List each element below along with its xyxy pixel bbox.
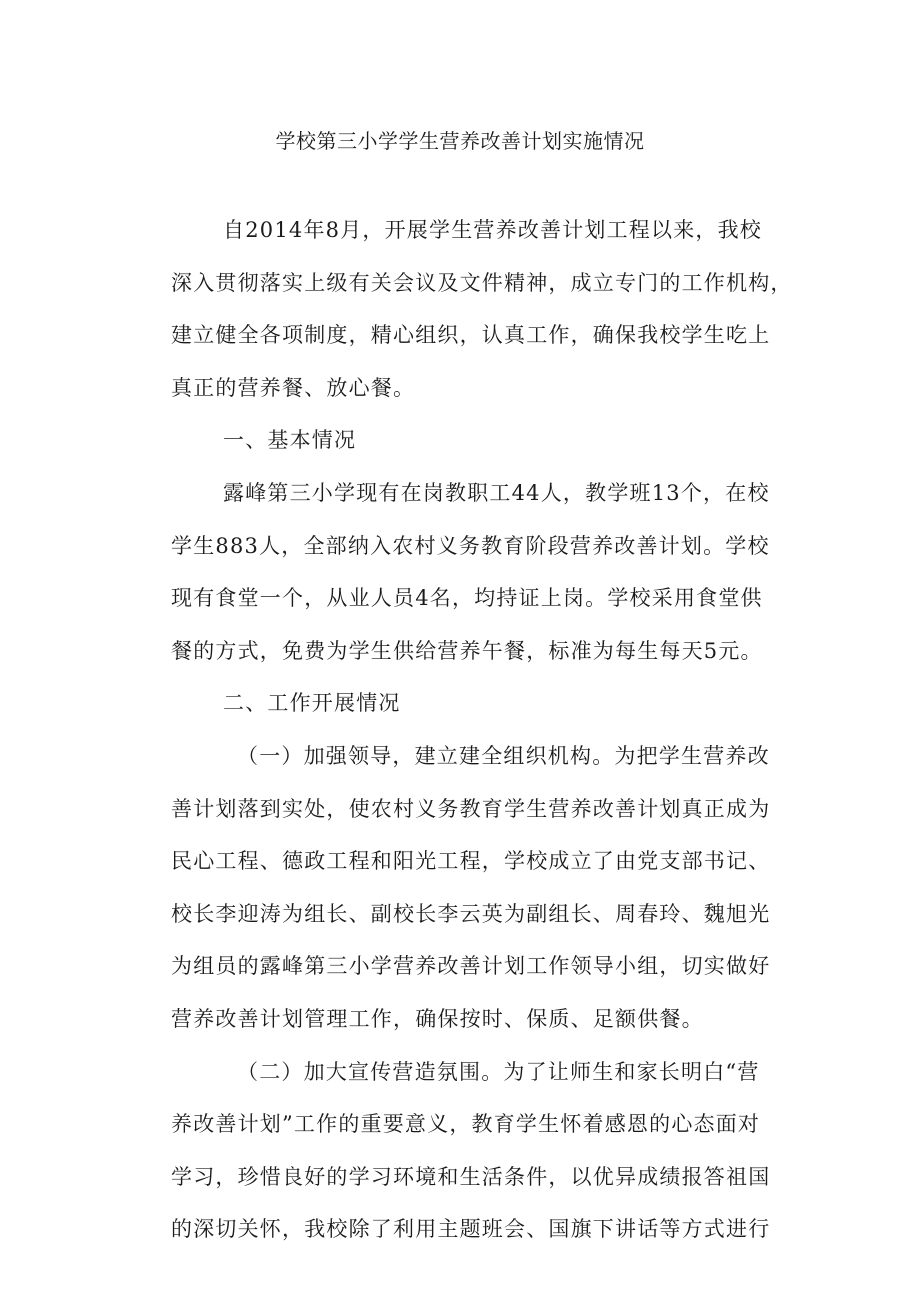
paragraph-line: 营养改善计划管理工作，确保按时、保质、足额供餐。 xyxy=(171,1006,704,1031)
paragraph-line: 餐的方式，免费为学生供给营养午餐，标准为每生每天5元。 xyxy=(171,638,763,663)
paragraph-line: 深入贯彻落实上级有关会议及文件精神，成立专门的工作机构， xyxy=(171,270,793,295)
paragraph-line: 学生883人，全部纳入农村义务教育阶段营养改善计划。学校 xyxy=(171,533,770,558)
paragraph-line: 建立健全各项制度，精心组织，认真工作，确保我校学生吃上 xyxy=(171,323,771,348)
document-body xyxy=(171,204,793,1256)
paragraph-line: 为组员的露峰第三小学营养改善计划工作领导小组，切实做好 xyxy=(171,954,771,979)
paragraph-line: 校长李迎涛为组长、副校长李云英为副组长、周春玲、魏旭光 xyxy=(171,901,771,926)
paragraph-line: 现有食堂一个，从业人员4名，均持证上岗。学校采用食堂供 xyxy=(171,586,763,611)
paragraph-line: （一）加强领导，建立建全组织机构。为把学生营养改 xyxy=(237,743,770,768)
paragraph-line: 民心工程、德政工程和阳光工程，学校成立了由党支部书记、 xyxy=(171,849,771,874)
section-heading: 一、基本情况 xyxy=(223,428,357,453)
paragraph-line: 善计划落到实处，使农村义务教育学生营养改善计划真正成为 xyxy=(171,796,771,821)
paragraph-line: 自2014年8月，开展学生营养改善计划工程以来，我校 xyxy=(223,218,763,242)
paragraph-line: 养改善计划”工作的重要意义，教育学生怀着感恩的心态面对 xyxy=(171,1112,761,1137)
paragraph-line: 真正的营养餐、放心餐。 xyxy=(171,375,416,400)
section-heading: 二、工作开展情况 xyxy=(223,691,401,716)
paragraph-line: 露峰第三小学现有在岗教职工44人，教学班13个，在校 xyxy=(223,480,770,505)
paragraph-line: （二）加大宣传营造氛围。为了让师生和家长明白“营 xyxy=(237,1059,760,1084)
paragraph-line: 的深切关怀，我校除了利用主题班会、国旗下讲话等方式进行 xyxy=(171,1217,771,1242)
paragraph-line: 学习，珍惜良好的学习环境和生活条件，以优异成绩报答祖国 xyxy=(171,1164,771,1189)
document-title: 学校第三小学学生营养改善计划实施情况 xyxy=(275,129,645,153)
